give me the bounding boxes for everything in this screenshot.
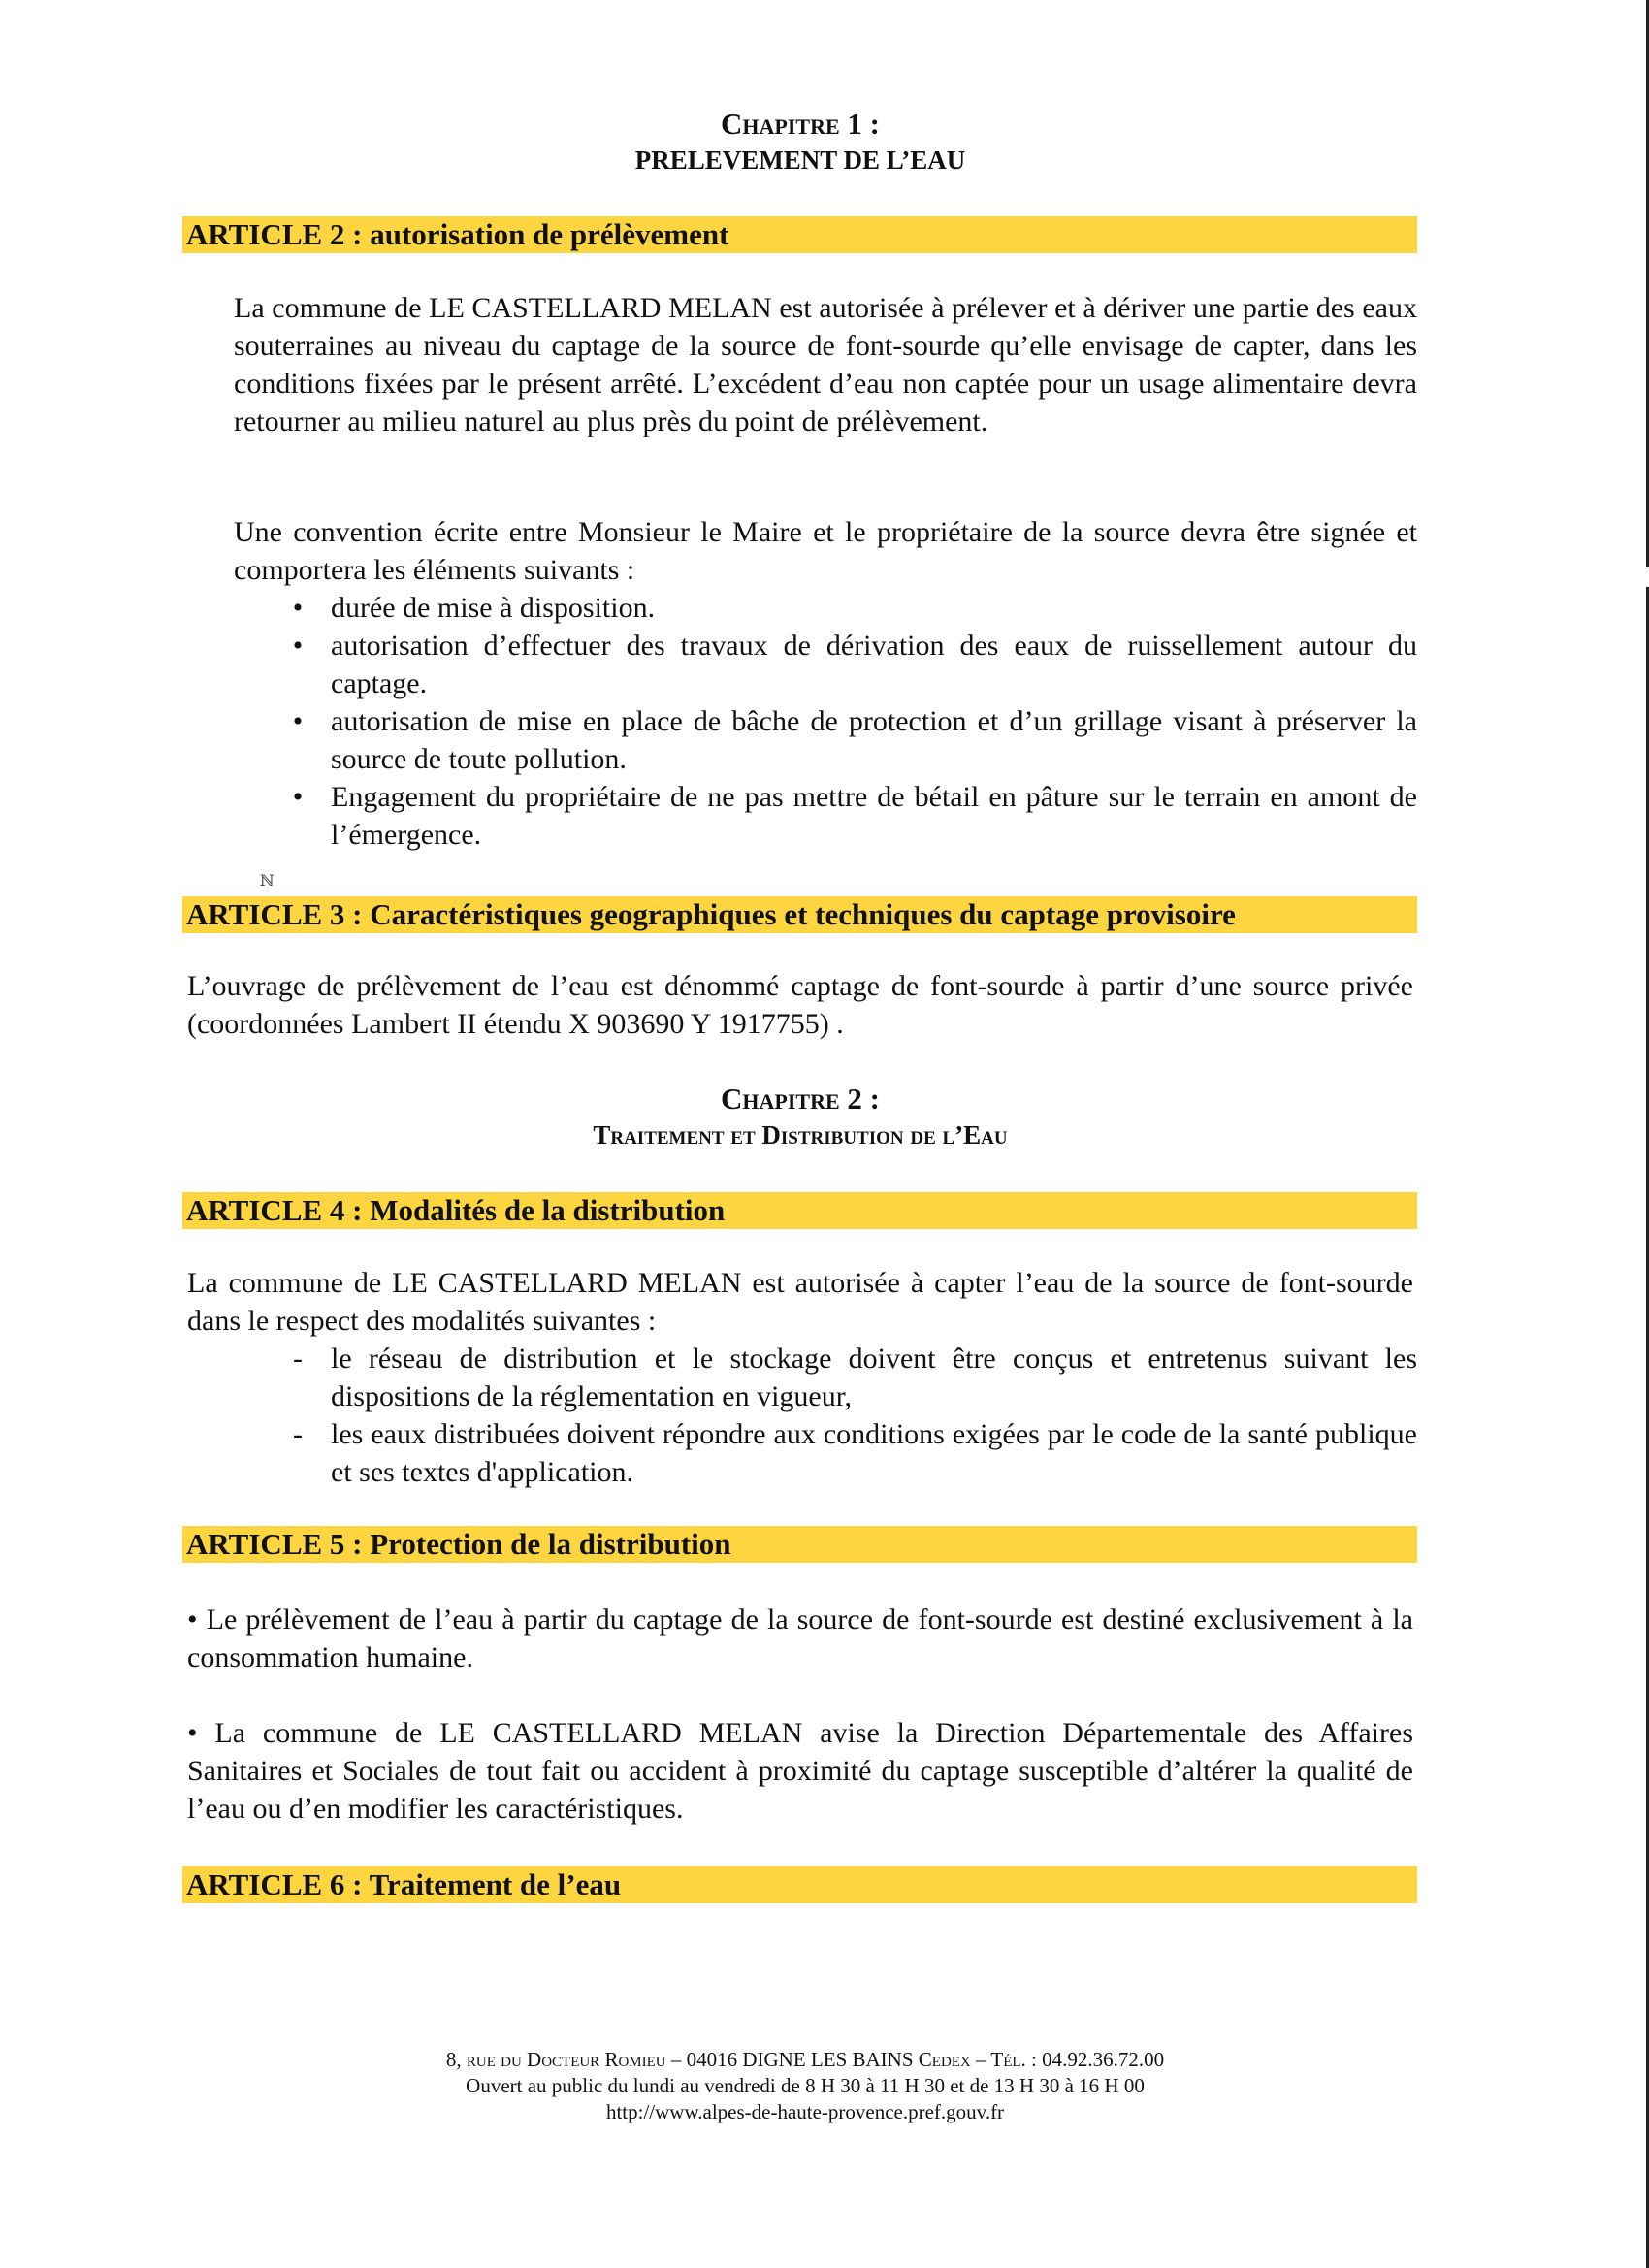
article-3-heading: ARTICLE 3 : Caractéristiques geographiques et techniques du captage provisoire <box>182 896 1417 933</box>
article-2-heading: ARTICLE 2 : autorisation de prélèvement <box>182 216 1417 253</box>
article-5-paragraph-2: • La commune de LE CASTELLARD MELAN avise la Direction Départementale des Affaires Sanitaires et Sociales de tout fait ou accident à proximité du captage susceptible d’altérer la qualité de l’eau ou d’en modifier les caractéristiques. <box>187 1717 1413 1825</box>
chapter-1-subtitle: PRELEVEMENT DE L’EAU <box>634 146 966 175</box>
article-4-heading: ARTICLE 4 : Modalités de la distribution <box>182 1192 1417 1229</box>
list-item-text: autorisation de mise en place de bâche de protection et d’un grillage visant à préserver la source de toute pollution. <box>331 705 1417 775</box>
article-2-list <box>292 589 1417 854</box>
list-item-text: durée de mise à disposition. <box>331 592 656 624</box>
bullet-icon: • <box>292 705 304 737</box>
chapter-2-title: Chapitre 2 : <box>721 1082 880 1116</box>
article-5-paragraph-1: • Le prélèvement de l’eau à partir du captage de la source de font-sourde est destiné exclusivement à la consommation humaine. <box>187 1604 1413 1673</box>
list-item <box>292 778 1417 854</box>
list-item <box>293 1415 1417 1491</box>
scan-mark: ℕ <box>260 873 275 890</box>
list-item-text: Engagement du propriétaire de ne pas mettre de bétail en pâture sur le terrain en amont de l’émergence. <box>331 781 1417 851</box>
footer-hours-line: Ouvert au public du lundi au vendredi de 8 H 30 à 11 H 30 et de 13 H 30 à 16 H 00 <box>466 2074 1145 2097</box>
list-item <box>292 702 1417 778</box>
chapter-1-title: Chapitre 1 : <box>721 107 880 141</box>
list-item <box>292 627 1417 702</box>
article-4-paragraph: La commune de LE CASTELLARD MELAN est autorisée à capter l’eau de la source de font-sourde dans le respect des modalités suivantes : <box>187 1267 1413 1337</box>
chapter-2-subtitle: Traitement et Distribution de l’Eau <box>593 1120 1008 1150</box>
footer-address <box>0 2047 1610 2125</box>
footer-address-line: 8, rue du Docteur Romieu – 04016 DIGNE LES BAINS Cedex – Tél. : 04.92.36.72.00 <box>445 2048 1165 2071</box>
footer-website-link[interactable]: http://www.alpes-de-haute-provence.pref.gouv.fr <box>605 2100 1005 2123</box>
list-item-text: les eaux distribuées doivent répondre aux conditions exigées par le code de la santé publique et ses textes d'application. <box>331 1418 1417 1488</box>
article-6-heading: ARTICLE 6 : Traitement de l’eau <box>182 1866 1417 1903</box>
article-5-heading: ARTICLE 5 : Protection de la distribution <box>182 1526 1417 1563</box>
article-4-list <box>293 1340 1417 1491</box>
article-2-paragraph-2: Une convention écrite entre Monsieur le Maire et le propriétaire de la source devra être signée et comportera les éléments suivants : <box>234 516 1417 586</box>
dash-icon: - <box>293 1343 303 1375</box>
article-2-paragraph-1: La commune de LE CASTELLARD MELAN est autorisée à prélever et à dériver une partie des eaux souterraines au niveau du captage de la source de font-sourde qu’elle envisage de capter, dans les conditions fixées par le présent arrêté. L’excédent d’eau non captée pour un usage alimentaire devra retourner au milieu naturel au plus près du point de prélèvement. <box>234 292 1417 437</box>
bullet-icon: • <box>292 630 304 662</box>
dash-icon: - <box>293 1418 303 1450</box>
list-item-text: le réseau de distribution et le stockage doivent être conçus et entretenus suivant les dispositions de la réglementation en vigueur, <box>331 1343 1417 1412</box>
list-item <box>293 1340 1417 1415</box>
list-item <box>292 589 1417 627</box>
bullet-icon: • <box>292 781 304 813</box>
bullet-icon: • <box>292 592 304 624</box>
article-3-paragraph: L’ouvrage de prélèvement de l’eau est dénommé captage de font-sourde à partir d’une source privée (coordonnées Lambert II étendu X 903690 Y 1917755) . <box>187 970 1413 1040</box>
chapter-2-heading <box>0 1082 1600 1153</box>
list-item-text: autorisation d’effectuer des travaux de dérivation des eaux de ruissellement autour du captage. <box>331 630 1417 699</box>
chapter-1-heading <box>0 107 1600 178</box>
